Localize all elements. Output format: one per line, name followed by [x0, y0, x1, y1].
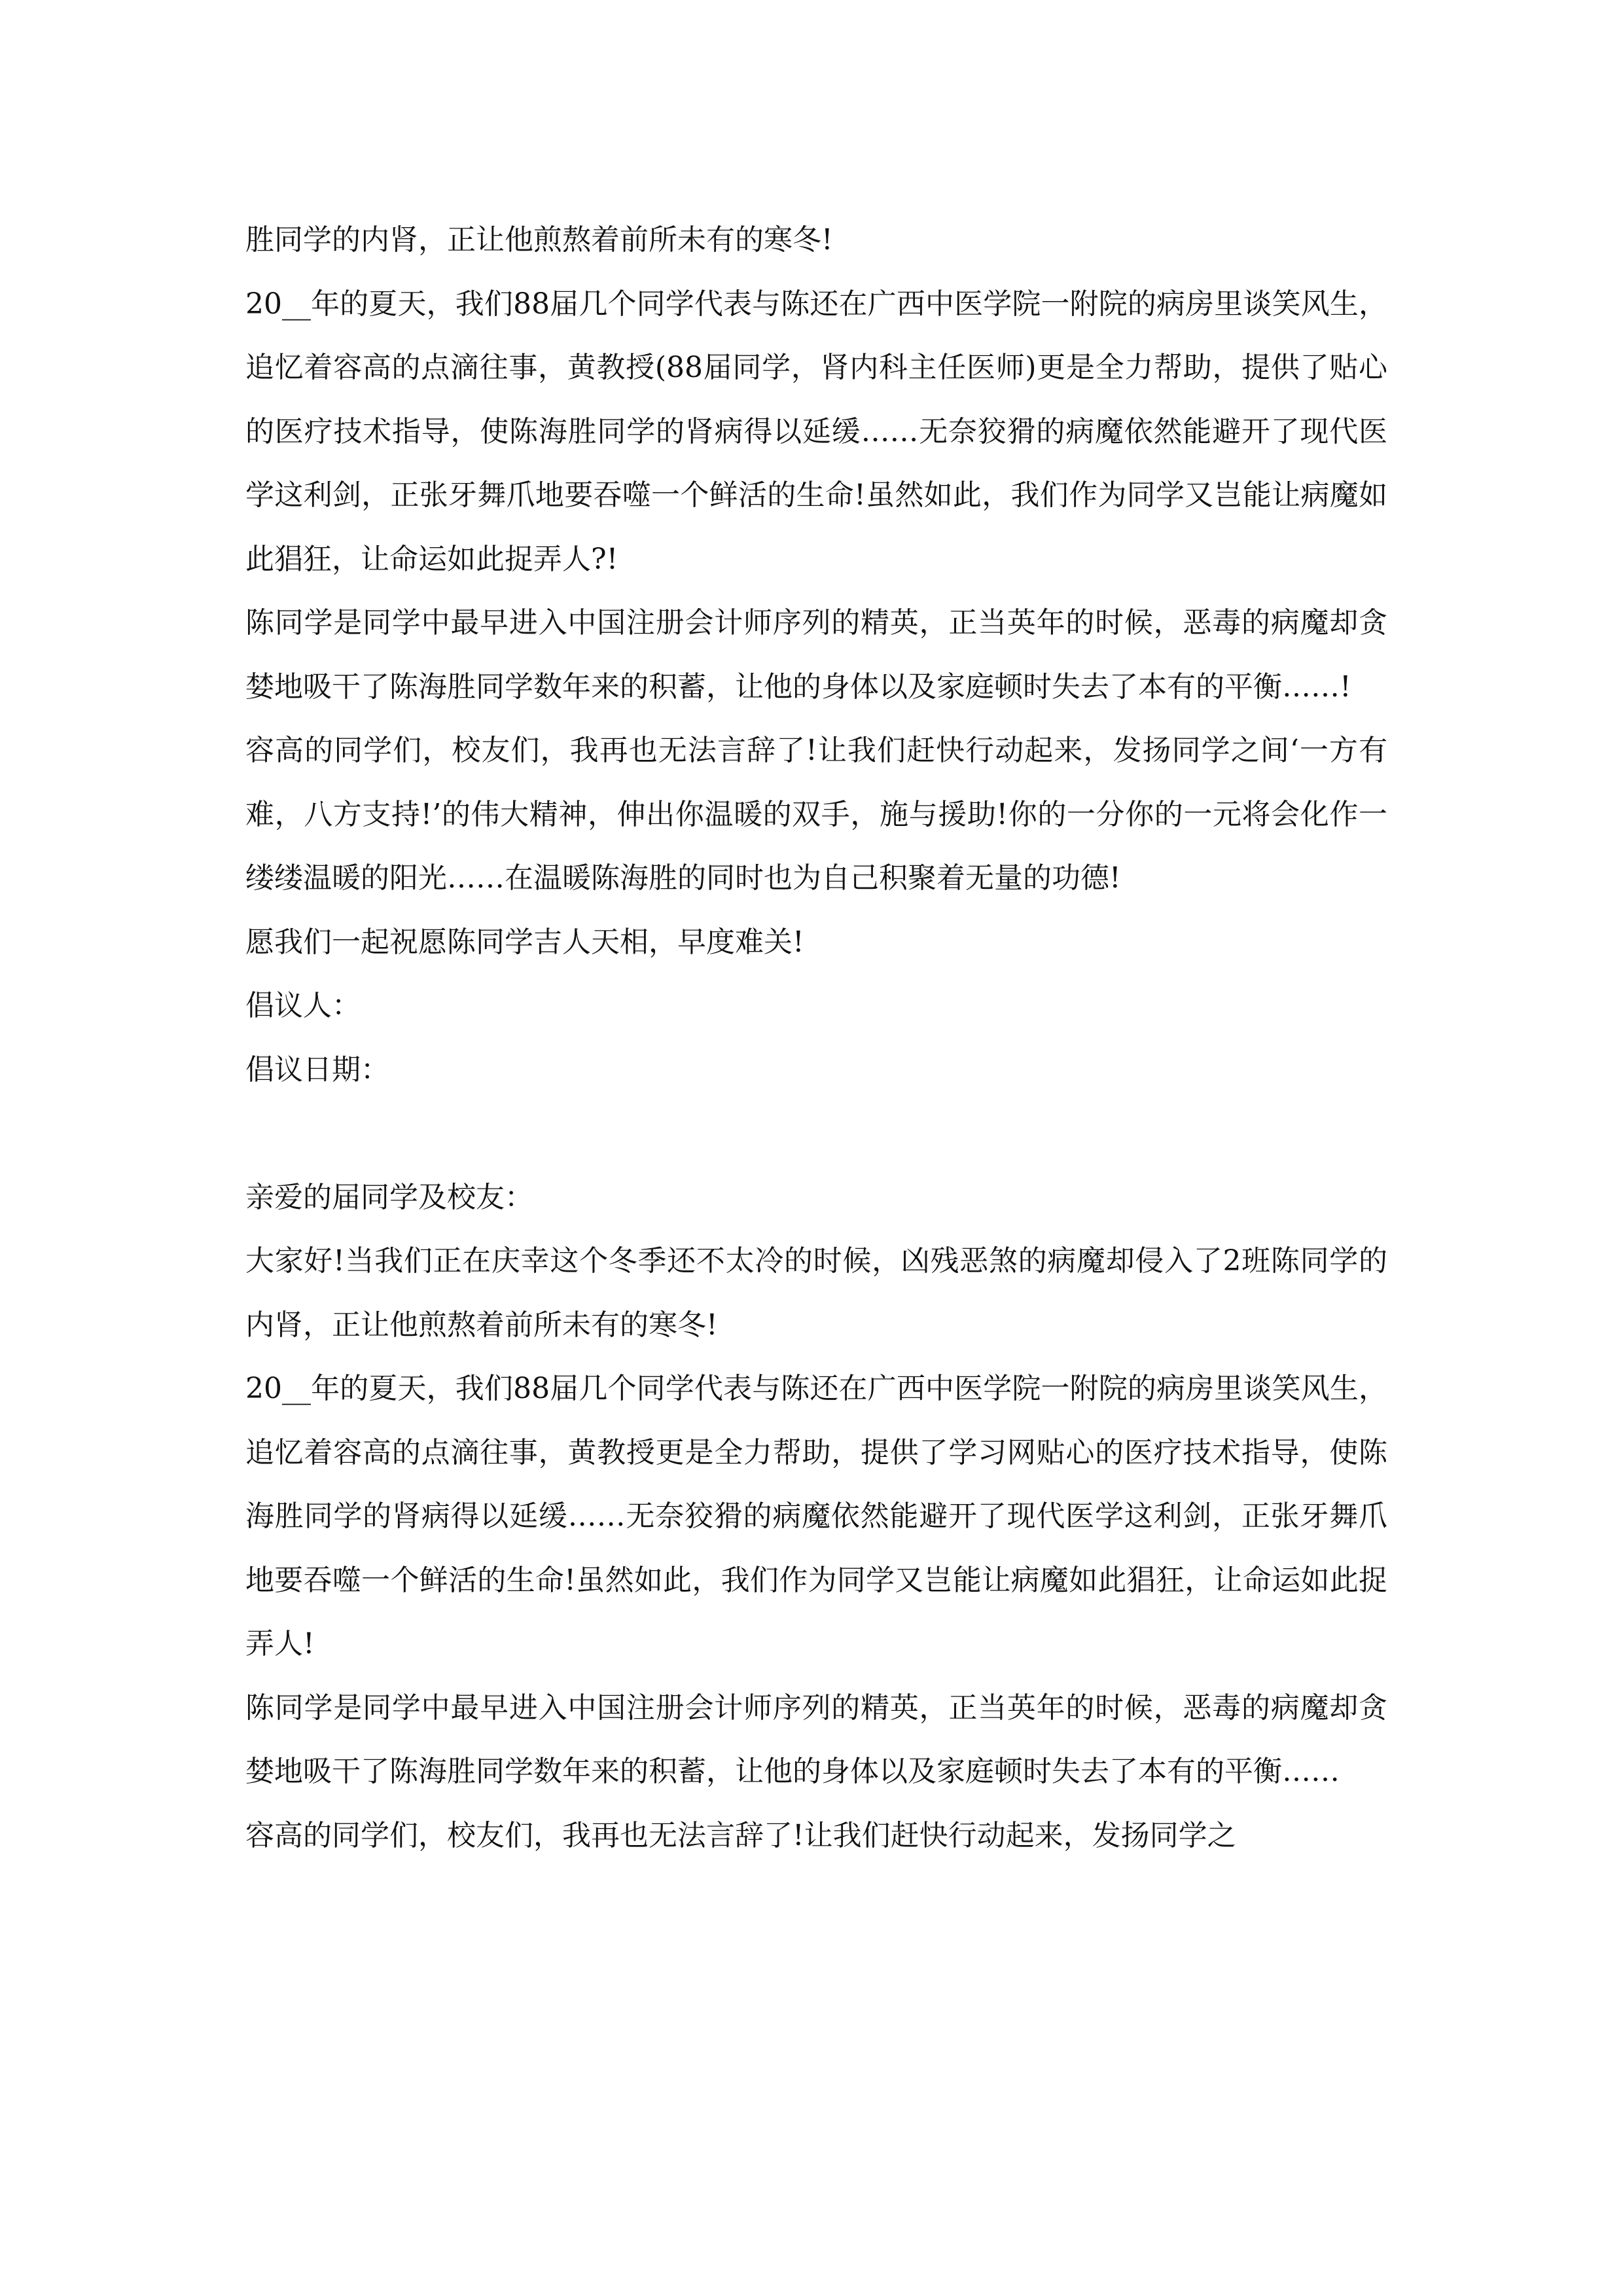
paragraph: 愿我们一起祝愿陈同学吉人天相，早度难关!	[245, 925, 804, 959]
paragraph: 陈同学是同学中最早进入中国注册会计师序列的精英，正当英年的时候，恶毒的病魔却贪婪地吸干了陈海胜同学数年来的积蓄，让他的身体以及家庭顿时失去了本有的平衡……!	[245, 606, 1387, 704]
paragraph: 容高的同学们，校友们，我再也无法言辞了!让我们赶快行动起来，发扬同学之间‘一方有难，八方支持!’的伟大精神，伸出你温暖的双手，施与援助!你的一分你的一元将会化作一缕缕温暖的阳光……在温暖陈海胜的同时也为自己积聚着无量的功德!	[245, 734, 1387, 895]
salutation: 亲爱的届同学及校友：	[245, 1180, 533, 1214]
paragraph: 20__年的夏天，我们88届几个同学代表与陈还在广西中医学院一附院的病房里谈笑风生，追忆着容高的点滴往事，黄教授(88届同学，肾内科主任医师)更是全力帮助，提供了贴心的医疗技术指导，使陈海胜同学的肾病得以延缓……无奈狡猾的病魔依然能避开了现代医学这利剑，正张牙舞爪地要吞噬一个鲜活的生命!虽然如此，我们作为同学又岂能让病魔如此猖狂，让命运如此捉弄人?!	[245, 287, 1387, 576]
paragraph: 容高的同学们，校友们，我再也无法言辞了!让我们赶快行动起来，发扬同学之	[245, 1818, 1236, 1852]
document-body	[245, 208, 1387, 1867]
paragraph: 大家好!当我们正在庆幸这个冬季还不太冷的时候，凶残恶煞的病魔却侵入了2班陈同学的内肾，正让他煎熬着前所未有的寒冬!	[245, 1244, 1387, 1342]
section-gap	[245, 1102, 1387, 1166]
initiator-label: 倡议人：	[245, 989, 361, 1022]
paragraph: 陈同学是同学中最早进入中国注册会计师序列的精英，正当英年的时候，恶毒的病魔却贪婪地吸干了陈海胜同学数年来的积蓄，让他的身体以及家庭顿时失去了本有的平衡……	[245, 1691, 1387, 1788]
paragraph: 20__年的夏天，我们88届几个同学代表与陈还在广西中医学院一附院的病房里谈笑风生，追忆着容高的点滴往事，黄教授更是全力帮助，提供了学习网贴心的医疗技术指导，使陈海胜同学的肾病得以延缓……无奈狡猾的病魔依然能避开了现代医学这利剑，正张牙舞爪地要吞噬一个鲜活的生命!虽然如此，我们作为同学又岂能让病魔如此猖狂，让命运如此捉弄人!	[245, 1372, 1387, 1660]
paragraph: 胜同学的内肾，正让他煎熬着前所未有的寒冬!	[245, 223, 833, 257]
initiative-date-label: 倡议日期：	[245, 1052, 389, 1086]
